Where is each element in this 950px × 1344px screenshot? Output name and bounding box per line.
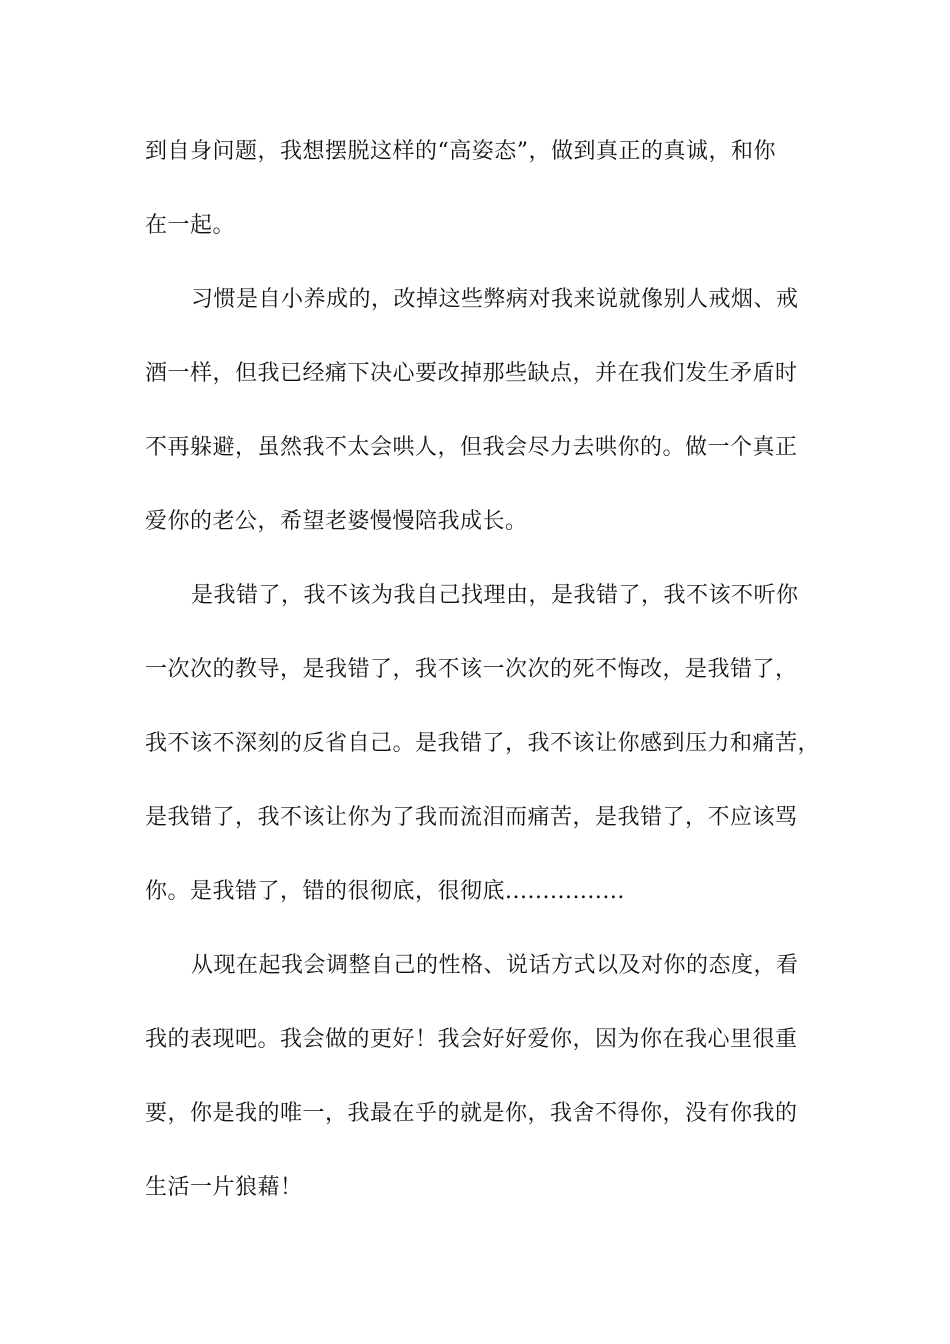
text-line: 到自身问题，我想摆脱这样的“高姿态”，做到真正的真诚，和你 [145,139,776,164]
text-line: 我不该不深刻的反省自己。是我错了，我不该让你感到压力和痛苦， [145,731,821,756]
paragraph-start-line: 习惯是自小养成的，改掉这些弊病对我来说就像别人戒烟、戒 [191,287,799,312]
text-line: 爱你的老公，希望老婆慢慢陪我成长。 [145,509,528,534]
document-body [145,126,825,1236]
text-line: 要，你是我的唯一，我最在乎的就是你，我舍不得你，没有你我的 [145,1101,798,1126]
text-line: 你。是我错了，错的很彻底，很彻底................ [145,879,625,904]
text-line: 不再躲避，虽然我不太会哄人，但我会尽力去哄你的。做一个真正 [145,435,798,460]
text-line: 我的表现吧。我会做的更好！我会好好爱你，因为你在我心里很重 [145,1027,798,1052]
text-line: 生活一片狼藉！ [145,1175,303,1200]
text-line: 一次次的教导，是我错了，我不该一次次的死不悔改，是我错了， [145,657,798,682]
text-line: 是我错了，我不该让你为了我而流泪而痛苦，是我错了，不应该骂 [145,805,798,830]
paragraph-start-line: 从现在起我会调整自己的性格、说话方式以及对你的态度，看 [191,953,799,978]
text-line: 酒一样，但我已经痛下决心要改掉那些缺点，并在我们发生矛盾时 [145,361,798,386]
paragraph-start-line: 是我错了，我不该为我自己找理由，是我错了，我不该不听你 [191,583,799,608]
text-line: 在一起。 [145,213,236,238]
